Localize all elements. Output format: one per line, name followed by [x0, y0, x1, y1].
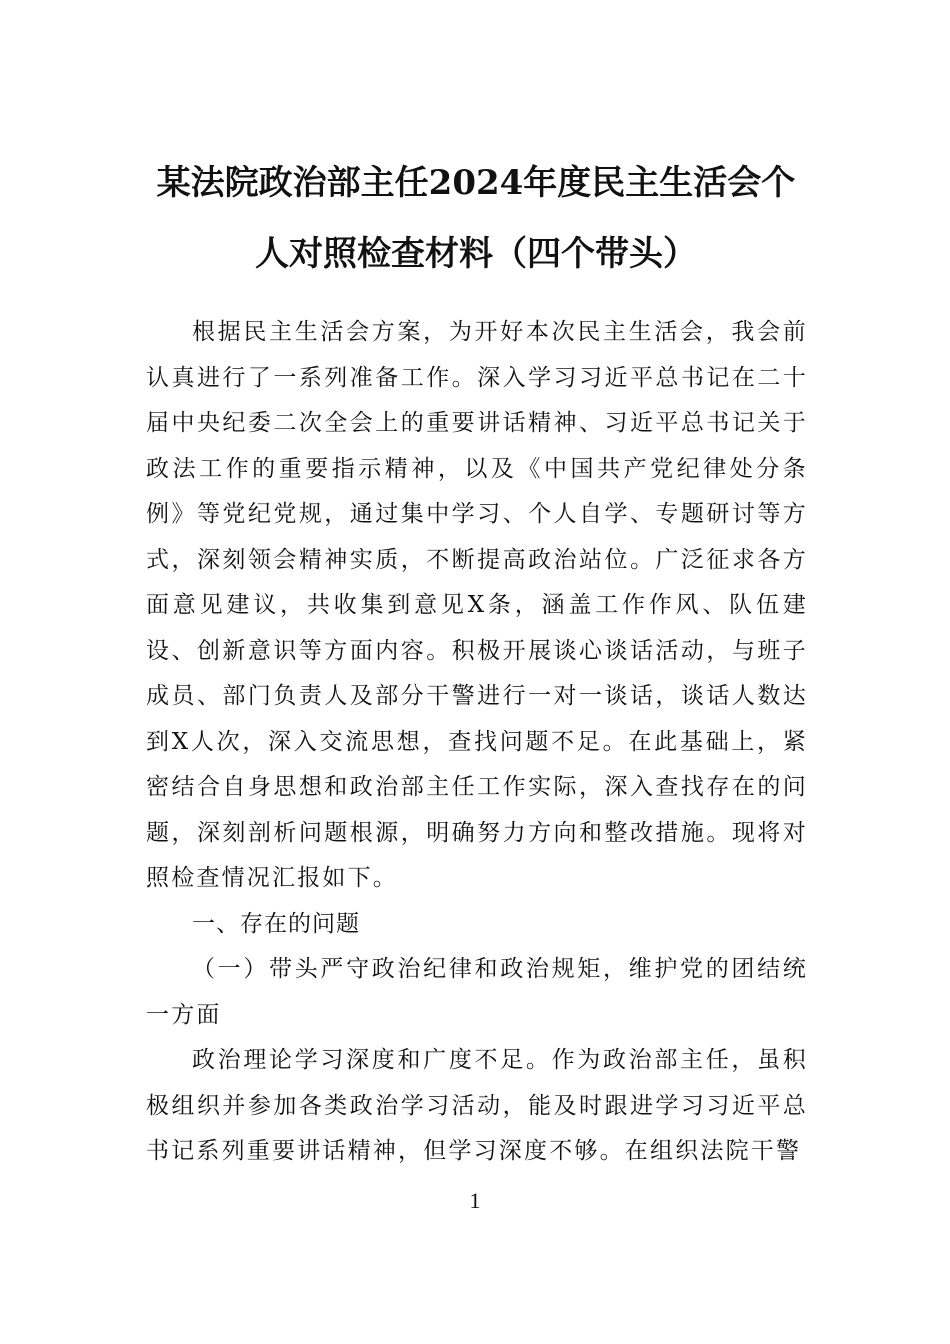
document-title-line-2: 人对照检查材料（四个带头） — [255, 234, 697, 274]
document-title-line-1: 某法院政治部主任2024年度民主生活会个 — [156, 163, 796, 203]
subsection-paragraph-theory-study: 政治理论学习深度和广度不足。作为政治部主任，虽积极组织并参加各类政治学习活动，能及时跟进学习习近平总书记系列重要讲话精神，但学习深度不够。在组织法院干警 — [146, 1047, 808, 1164]
subsection-heading-political-discipline: （一）带头严守政治纪律和政治规矩，维护党的团结统一方面 — [146, 956, 808, 1028]
document-body — [146, 310, 808, 1175]
intro-paragraph: 根据民主生活会方案，为开好本次民主生活会，我会前认真进行了一系列准备工作。深入学习习近平总书记在二十届中央纪委二次全会上的重要讲话精神、习近平总书记关于政法工作的重要指示精神，以及《中国共产党纪律处分条例》等党纪党规，通过集中学习、个人自学、专题研讨等方式，深刻领会精神实质，不断提高政治站位。广泛征求各方面意见建议，共收集到意见X条，涵盖工作作风、队伍建设、创新意识等方面内容。积极开展谈心谈话活动，与班子成员、部门负责人及部分干警进行一对一谈话，谈话人数达到X人次，深入交流思想，查找问题不足。在此基础上，紧密结合自身思想和政治部主任工作实际，深入查找存在的问题，深刻剖析问题根源，明确努力方向和整改措施。现将对照检查情况汇报如下。 — [146, 319, 808, 891]
section-heading-problems: 一、存在的问题 — [192, 910, 360, 937]
page-number: 1 — [469, 1188, 481, 1213]
